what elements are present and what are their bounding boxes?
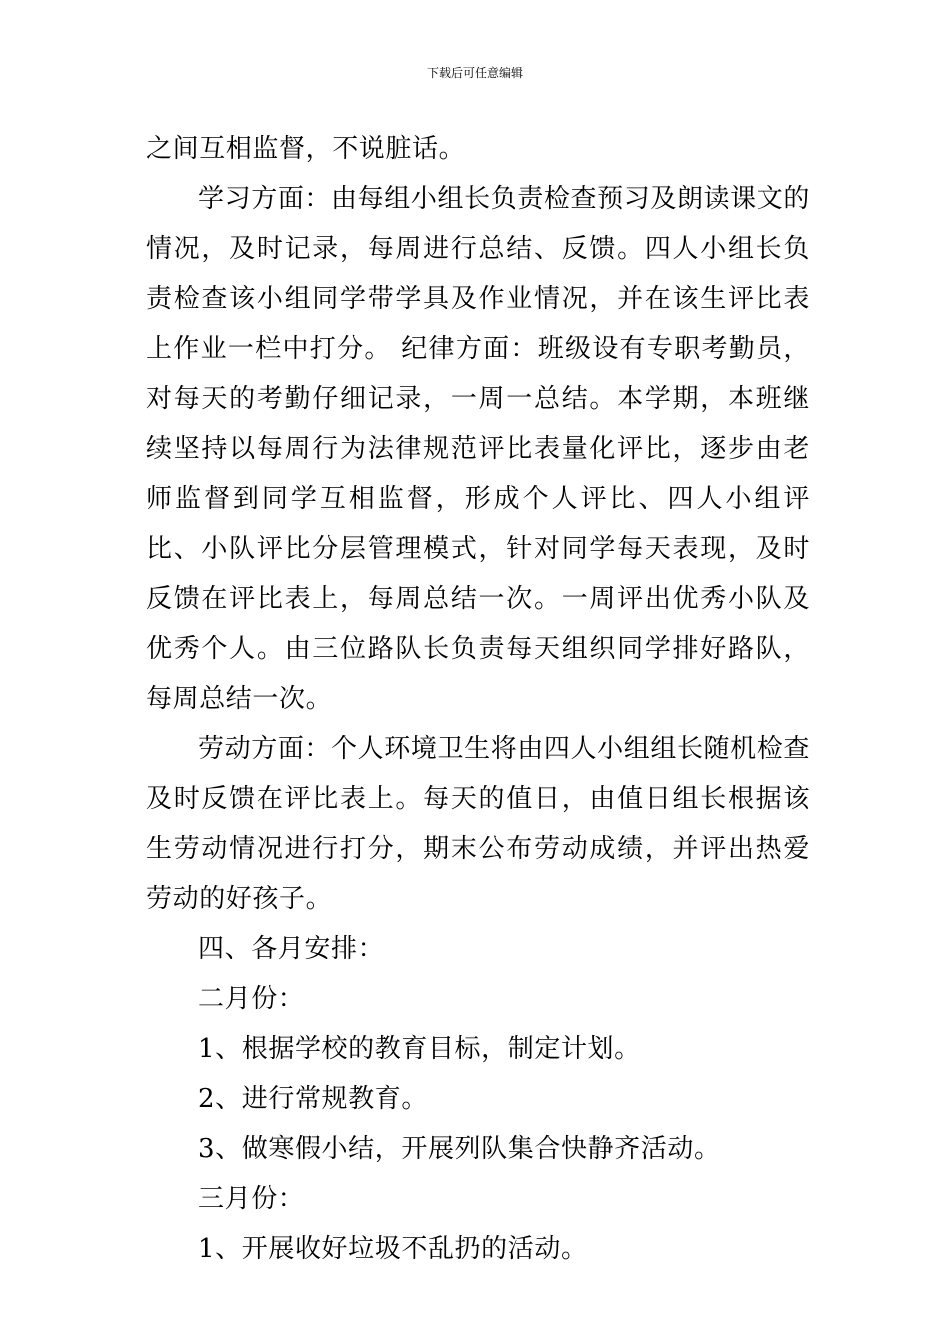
- list-item: 1、开展收好垃圾不乱扔的活动。: [198, 1234, 588, 1264]
- paragraph-labor: 劳动方面：个人环境卫生将由四人小组组长随机检查及时反馈在评比表上。每天的值日，由值日组长根据该生劳动情况进行打分，期末公布劳动成绩，并评出热爱劳动的好孩子。: [146, 734, 810, 914]
- section-heading-monthly-plan: 四、各月安排：: [198, 934, 385, 964]
- list-item: 1、根据学校的教育目标，制定计划。: [198, 1034, 641, 1064]
- month-heading-february: 二月份：: [198, 984, 305, 1014]
- month-heading-march: 三月份：: [198, 1184, 305, 1214]
- list-item: 2、进行常规教育。: [198, 1084, 428, 1114]
- document-body: [146, 124, 810, 1274]
- paragraph-continuation: 之间互相监督，不说脏话。: [146, 134, 466, 164]
- list-item: 3、做寒假小结，开展列队集合快静齐活动。: [198, 1134, 721, 1164]
- paragraph-study-discipline: 学习方面：由每组小组长负责检查预习及朗读课文的情况，及时记录，每周进行总结、反馈。四人小组长负责检查该小组同学带学具及作业情况，并在该生评比表上作业一栏中打分。 纪律方面：班级设有专职考勤员，对每天的考勤仔细记录，一周一总结。本学期，本班继续坚持以每周行为法律规范评比表量化评比，逐步由老师监督到同学互相监督，形成个人评比、四人小组评比、小队评比分层管理模式，针对同学每天表现，及时反馈在评比表上，每周总结一次。一周评出优秀小队及优秀个人。由三位路队长负责每天组织同学排好路队，每周总结一次。: [146, 184, 810, 714]
- page-header-note: 下载后可任意编辑: [426, 66, 523, 80]
